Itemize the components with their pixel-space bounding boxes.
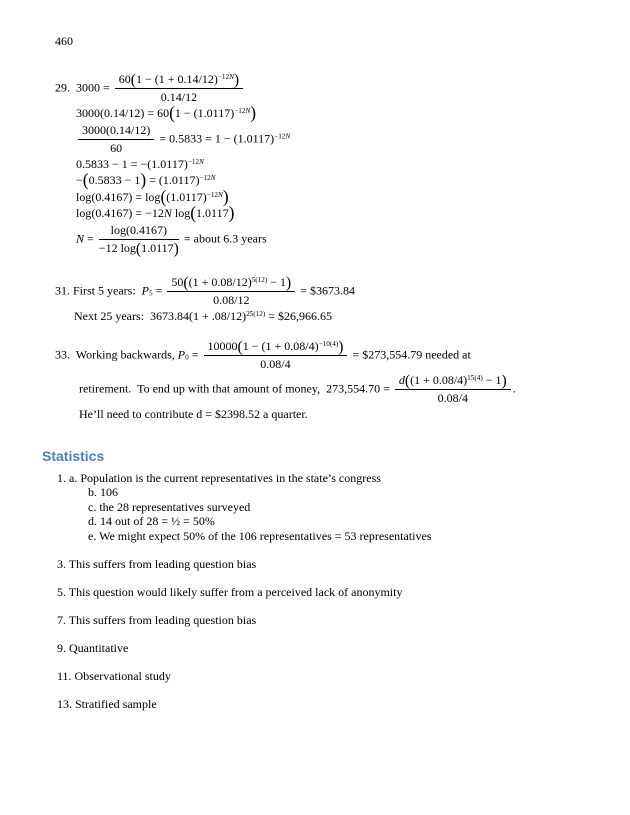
problem-29-solution: [55, 72, 594, 256]
equation-line: [79, 373, 594, 406]
text-run: retirement. To end up with that amount of money, 273,554.70 =: [79, 381, 393, 396]
text-run: = $273,554.79 needed at: [349, 347, 471, 362]
text-run: .: [512, 381, 516, 396]
big-paren: (: [237, 338, 243, 356]
denominator: [204, 356, 348, 372]
big-paren: (: [190, 202, 197, 223]
math-variable: P: [177, 347, 186, 362]
equation-line: [74, 309, 594, 325]
fraction: [395, 373, 511, 406]
text-run: −12: [199, 174, 211, 183]
statistics-answers: [42, 471, 594, 712]
equation-line: [79, 407, 594, 423]
text-run: −12: [274, 131, 286, 140]
text-run: = (1.0117): [146, 173, 200, 187]
subscript: 5: [149, 289, 153, 298]
page-number: 460: [55, 34, 73, 48]
denominator: [78, 140, 154, 156]
problem-31-solution: [55, 275, 594, 325]
math-variable: d: [398, 373, 405, 387]
math-variable: N: [163, 206, 172, 220]
answer-3: 3. This suffers from leading question bias: [57, 556, 257, 571]
text-run: 1 − (1 + 0.08/4): [242, 339, 319, 353]
answer-1d: d. 14 out of 28 = ½ = 50%: [88, 514, 215, 528]
text-run: = $3673.84: [297, 282, 356, 297]
equation-line: [76, 123, 594, 156]
text-run: =: [188, 347, 202, 362]
text-run: 1 − (1 + 0.14/12): [135, 72, 218, 86]
big-paren: ): [501, 372, 507, 390]
fraction: [78, 123, 154, 156]
math-variable: P: [141, 282, 150, 297]
math-variable: N: [245, 107, 251, 116]
big-paren: (: [82, 169, 89, 190]
text-run: − 1: [267, 274, 287, 289]
equation-line: [76, 186, 594, 207]
big-paren: ): [286, 274, 292, 292]
text-run: 1.0117: [196, 206, 229, 220]
denominator: [167, 292, 295, 308]
answer-5: 5. This question would likely suffer from a perceived lack of anonymity: [57, 584, 403, 599]
text-run: =: [84, 230, 97, 245]
text-run: −12: [187, 157, 200, 166]
text-run: 0.14/12: [160, 90, 198, 104]
text-run: −: [76, 173, 83, 187]
superscript: [218, 73, 234, 81]
numerator: [78, 123, 154, 140]
text-run: log(0.4167): [110, 222, 167, 237]
big-paren: (: [135, 240, 142, 258]
text-run: −12: [206, 190, 219, 199]
text-run: = 0.5833 = 1 − (1.0117): [156, 130, 275, 145]
text-run: 29. 3000 =: [55, 80, 113, 95]
text-run: 31. First 5 years:: [55, 282, 142, 297]
numerator: [395, 373, 511, 390]
text-run: 3000(0.14/12) = 60: [76, 106, 170, 120]
text-run: 10000: [207, 339, 238, 353]
superscript: [274, 132, 290, 140]
text-run: 1.0117: [141, 240, 174, 255]
fraction: [204, 339, 348, 372]
equation-line: [76, 202, 594, 223]
text-run: = $26,966.65: [265, 308, 333, 323]
big-paren: ): [233, 71, 240, 89]
equation-line: [76, 223, 594, 256]
denominator: [99, 240, 179, 256]
text-run: Next 25 years: 3673.84(1 + .08/12): [74, 308, 247, 323]
big-paren: (: [404, 372, 411, 390]
fraction: [99, 223, 179, 256]
superscript: 15(4): [467, 374, 483, 383]
answer-1a: 1. a. Population is the current representatives in the state’s congress: [57, 470, 381, 485]
denominator: [115, 89, 243, 105]
superscript: −10(4): [318, 340, 339, 349]
superscript: 5(12): [251, 275, 268, 284]
math-variable: N: [229, 73, 234, 82]
math-variable: N: [76, 230, 85, 245]
text-run: log: [171, 206, 191, 220]
text-run: −12 log: [98, 240, 136, 255]
text-run: 0.08/4: [260, 357, 291, 371]
numerator: [115, 72, 243, 89]
superscript: 25(12): [246, 309, 266, 318]
answer-7: 7. This suffers from leading question bias: [57, 612, 257, 627]
superscript: [234, 107, 250, 115]
superscript: [207, 191, 223, 199]
big-paren: (: [183, 274, 189, 292]
big-paren: ): [140, 169, 147, 190]
text-run: log(0.4167) = −12: [76, 206, 164, 220]
answer-1b: b. 106: [88, 485, 118, 499]
equation-line: [55, 72, 594, 105]
text-run: 0.5833 − 1 = −(1.0117): [76, 156, 188, 171]
math-variable: N: [210, 174, 216, 183]
numerator: [99, 223, 179, 240]
math-variable: N: [199, 157, 204, 166]
equation-line: [55, 275, 594, 308]
text-run: 0.08/4: [437, 391, 468, 405]
text-run: 3000(0.14/12): [82, 122, 151, 137]
text-run: −12: [234, 107, 246, 116]
big-paren: (: [169, 102, 175, 123]
text-run: 60: [110, 140, 123, 155]
answer-1c: c. the 28 representatives surveyed: [88, 499, 251, 514]
text-run: 33. Working backwards,: [55, 347, 178, 362]
text-run: 0.08/12: [213, 292, 250, 307]
text-run: 0.5833 − 1: [88, 173, 141, 187]
big-paren: ): [173, 240, 179, 258]
text-run: =: [152, 282, 166, 297]
fraction: [115, 72, 243, 105]
math-variable: N: [285, 131, 291, 140]
numerator: [167, 275, 295, 292]
equation-line: [55, 339, 594, 372]
fraction: [167, 275, 295, 308]
statistics-section-heading: Statistics: [42, 447, 105, 464]
answer-11: 11. Observational study: [57, 668, 171, 683]
numerator: [204, 339, 348, 356]
big-paren: (: [160, 186, 167, 207]
big-paren: ): [228, 202, 235, 223]
answer-1e: e. We might expect 50% of the 106 representatives = 53 representatives: [88, 528, 432, 543]
equation-line: [76, 157, 594, 173]
text-run: 60: [118, 72, 131, 86]
text-run: log(0.4167) = log: [76, 189, 161, 204]
math-variable: N: [218, 190, 223, 199]
subscript: 0: [185, 353, 189, 362]
big-paren: (: [130, 71, 136, 89]
text-run: − 1: [482, 373, 502, 387]
text-run: 1 − (1.0117): [174, 106, 235, 120]
text-run: −12: [217, 73, 230, 82]
equation-line: [76, 169, 594, 190]
equation-line: [76, 102, 594, 123]
answer-13: 13. Stratified sample: [57, 696, 157, 711]
text-run: 50: [171, 274, 184, 289]
denominator: [395, 390, 511, 406]
big-paren: ): [250, 102, 257, 123]
problem-33-solution: [55, 339, 594, 423]
text-run: (1 + 0.08/12): [188, 274, 252, 289]
text-run: (1 + 0.08/4): [410, 373, 468, 387]
superscript: [188, 158, 204, 166]
answer-9: 9. Quantitative: [57, 640, 129, 655]
text-run: (1.0117): [166, 189, 207, 204]
superscript: [199, 174, 215, 182]
text-run: = about 6.3 years: [180, 230, 267, 245]
big-paren: ): [338, 338, 344, 356]
big-paren: ): [222, 186, 229, 207]
text-run: He’ll need to contribute d = $2398.52 a quarter.: [79, 407, 308, 421]
